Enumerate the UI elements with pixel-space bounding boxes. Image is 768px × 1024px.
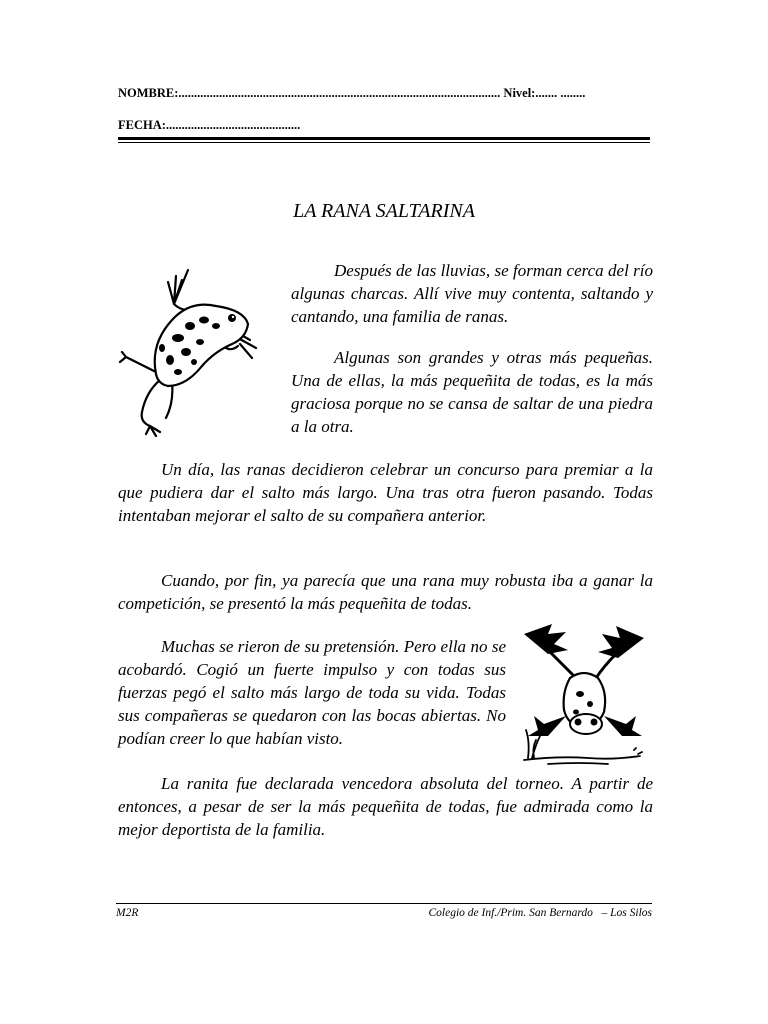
name-level-field-line: NOMBRE:....................................................................................................... Nivel:....... ........ <box>118 86 586 100</box>
header-rule-thick <box>118 137 650 140</box>
paragraph-1: Después de las lluvias, se forman cerca del río algunas charcas. Allí vive muy contenta, saltando y cantando, una familia de ranas. <box>291 261 653 326</box>
date-field-line: FECHA:........................................... <box>118 118 301 132</box>
frog-jumping-icon <box>518 620 650 768</box>
footer-code: M2R <box>116 907 139 919</box>
footer-rule <box>116 903 652 904</box>
header-rule-thin <box>118 142 650 143</box>
paragraph-4: Cuando, por fin, ya parecía que una rana muy robusta iba a ganar la competición, se presentó la más pequeñita de todas. <box>118 571 653 613</box>
paragraph-6: La ranita fue declarada vencedora absoluta del torneo. A partir de entonces, a pesar de ser la más pequeñita de todas, fue admirada como la mejor deportista de la familia. <box>118 774 653 839</box>
footer-school: Colegio de Inf./Prim. San Bernardo – Los Silos <box>428 907 652 919</box>
story-title: LA RANA SALTARINA <box>293 200 475 222</box>
paragraph-3: Un día, las ranas decidieron celebrar un concurso para premiar a la que pudiera dar el salto más largo. Una tras otra fueron pasando. Todas intentaban mejorar el salto de su compañera anterior. <box>118 460 653 525</box>
paragraph-2: Algunas son grandes y otras más pequeñas. Una de ellas, la más pequeñita de todas, es la más graciosa porque no se cansa de saltar de una piedra a la otra. <box>291 348 653 436</box>
paragraph-5: Muchas se rieron de su pretensión. Pero ella no se acobardó. Cogió un fuerte impulso y con todas sus fuerzas pegó el salto más largo de toda su vida. Todas sus compañeras se quedaron con las bocas abiertas. No podían creer lo que habían visto. <box>118 637 506 748</box>
frog-climbing-icon <box>116 262 266 437</box>
